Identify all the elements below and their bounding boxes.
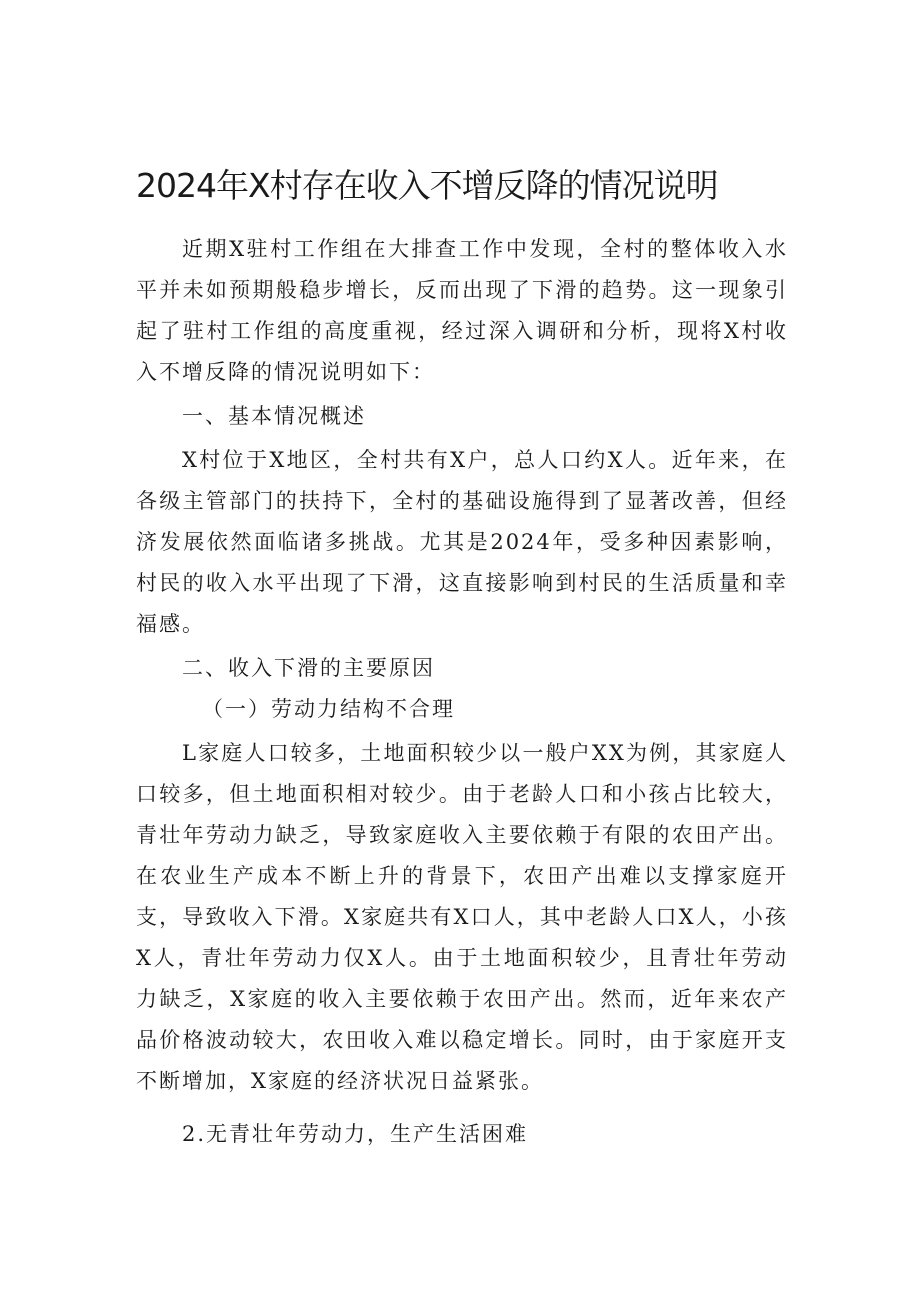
labor-structure-paragraph: L家庭人口较多，土地面积较少以一般户XX为例，其家庭人口较多，但土地面积相对较少。由于老龄人口和小孩占比较大，青壮年劳动力缺乏，导致家庭收入主要依赖于有限的农田产出。在农业生产成本不断上升的背景下，农田产出难以支撑家庭开支，导致收入下滑。X家庭共有X口人，其中老龄人口X人，小孩X人，青壮年劳动力仅X人。由于土地面积较少，且青壮年劳动力缺乏，X家庭的收入主要依赖于农田产出。然而，近年来农产品价格波动较大，农田收入难以稳定增长。同时，由于家庭开支不断增加，X家庭的经济状况日益紧张。: [136, 741, 788, 1093]
section-heading-main-reasons: 二、收入下滑的主要原因: [182, 656, 435, 680]
basic-overview-paragraph: X村位于X地区，全村共有X户，总人口约X人。近年来，在各级主管部门的扶持下，全村的基础设施得到了显著改善，但经济发展依然面临诸多挑战。尤其是2024年，受多种因素影响，村民的收入水平出现了下滑，这直接影响到村民的生活质量和幸福感。: [136, 448, 788, 636]
document-body: [136, 229, 788, 1155]
document-title: 2024年X村存在收入不增反降的情况说明: [136, 166, 718, 205]
item-heading-no-young-labor: 2.无青壮年劳动力，生产生活困难: [182, 1122, 529, 1146]
section-heading-basic-overview: 一、基本情况概述: [182, 404, 366, 428]
subsection-heading-labor-structure: （一）劳动力结构不合理: [202, 697, 455, 721]
intro-paragraph: 近期X驻村工作组在大排查工作中发现，全村的整体收入水平并未如预期般稳步增长，反而出现了下滑的趋势。这一现象引起了驻村工作组的高度重视，经过深入调研和分析，现将X村收入不增反降的情况说明如下：: [136, 237, 788, 384]
